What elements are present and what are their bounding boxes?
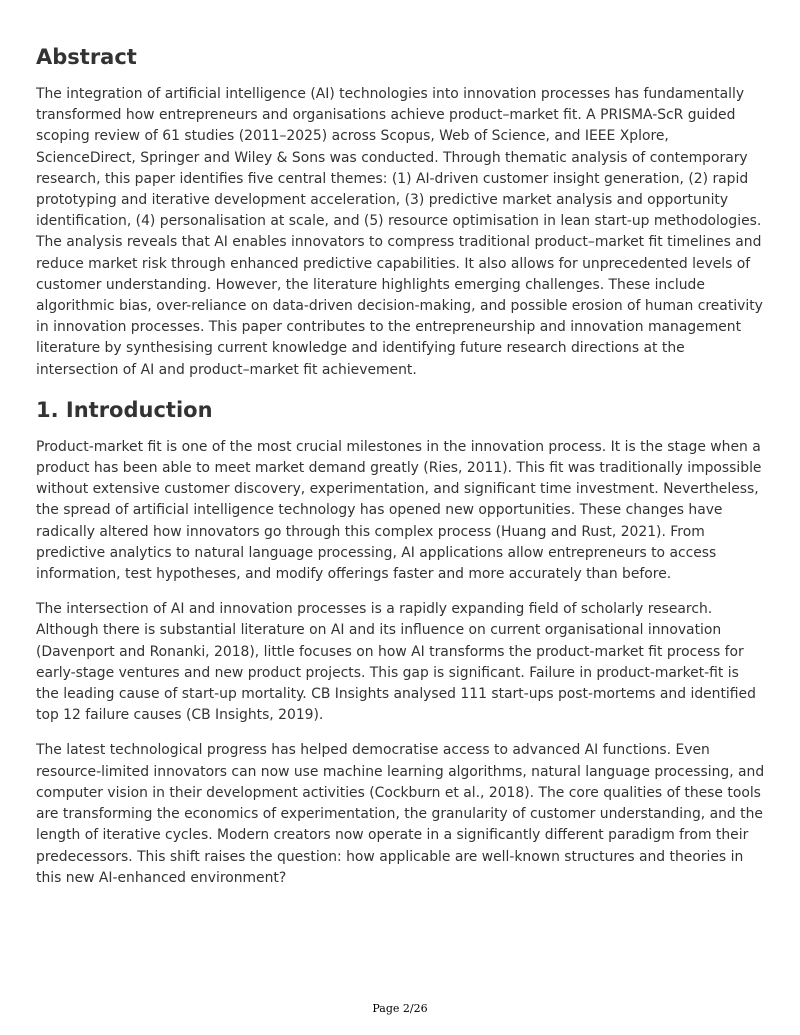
introduction-paragraph-2: The intersection of AI and innovation processes is a rapidly expanding field of scholarly research. Although there is substantial literature on AI and its influence on current organisational innovation (Davenport and Ronanki, 2018), little focuses on how AI transforms the product-market fit process for early-stage ventures and new product projects. This gap is significant. Failure in product-market-fit is the leading cause of start-up mortality. CB Insights analysed 111 start-ups post-mortems and identified top 12 failure causes (CB Insights, 2019). bbox=[36, 601, 756, 724]
abstract-text: The integration of artificial intelligence (AI) technologies into innovation processes has fundamentally transformed how entrepreneurs and organisations achieve product–market fit. A PRISMA-ScR guided scoping review of 61 studies (2011–2025) across Scopus, Web of Science, and IEEE Xplore, ScienceDirect, Springer and Wiley & Sons was conducted. Through thematic analysis of contemporary research, this paper identifies five central themes: (1) AI-driven customer insight generation, (2) rapid prototyping and iterative development acceleration, (3) predictive market analysis and opportunity identification, (4) personalisation at scale, and (5) resource optimisation in lean start-up methodologies. The analysis reveals that AI enables innovators to compress traditional product–market fit timelines and reduce market risk through enhanced predictive capabilities. It also allows for unprecedented levels of customer understanding. However, the literature highlights emerging challenges. These include algorithmic bias, over-reliance on data-driven decision-making, and possible erosion of human creativity in innovation processes. This paper contributes to the entrepreneurship and innovation management literature by synthesising current knowledge and identifying future research directions at the intersection of AI and product–market fit achievement. bbox=[36, 86, 763, 378]
page-content bbox=[36, 42, 765, 903]
introduction-heading: 1. Introduction bbox=[36, 397, 213, 422]
introduction-paragraph-3: The latest technological progress has helped democratise access to advanced AI functions. Even resource-limited innovators can now use machine learning algorithms, natural language processing, and computer vision in their development activities (Cockburn et al., 2018). The core qualities of these tools are transforming the economics of experimentation, the granularity of customer understanding, and the length of iterative cycles. Modern creators now operate in a significantly different paradigm from their predecessors. This shift raises the question: how applicable are well-known structures and theories in this new AI-enhanced environment? bbox=[36, 742, 765, 886]
page-number: Page 2/26 bbox=[372, 1002, 428, 1015]
introduction-paragraph-1: Product-market fit is one of the most crucial milestones in the innovation process. It is the stage when a product has been able to meet market demand greatly (Ries, 2011). This fit was traditionally impossible without extensive customer discovery, experimentation, and significant time investment. Nevertheless, the spread of artificial intelligence technology has opened new opportunities. These changes have radically altered how innovators go through this complex process (Huang and Rust, 2021). From predictive analytics to natural language processing, AI applications allow entrepreneurs to access information, test hypotheses, and modify offerings faster and more accurately than before. bbox=[36, 438, 762, 583]
abstract-heading: Abstract bbox=[36, 45, 137, 69]
